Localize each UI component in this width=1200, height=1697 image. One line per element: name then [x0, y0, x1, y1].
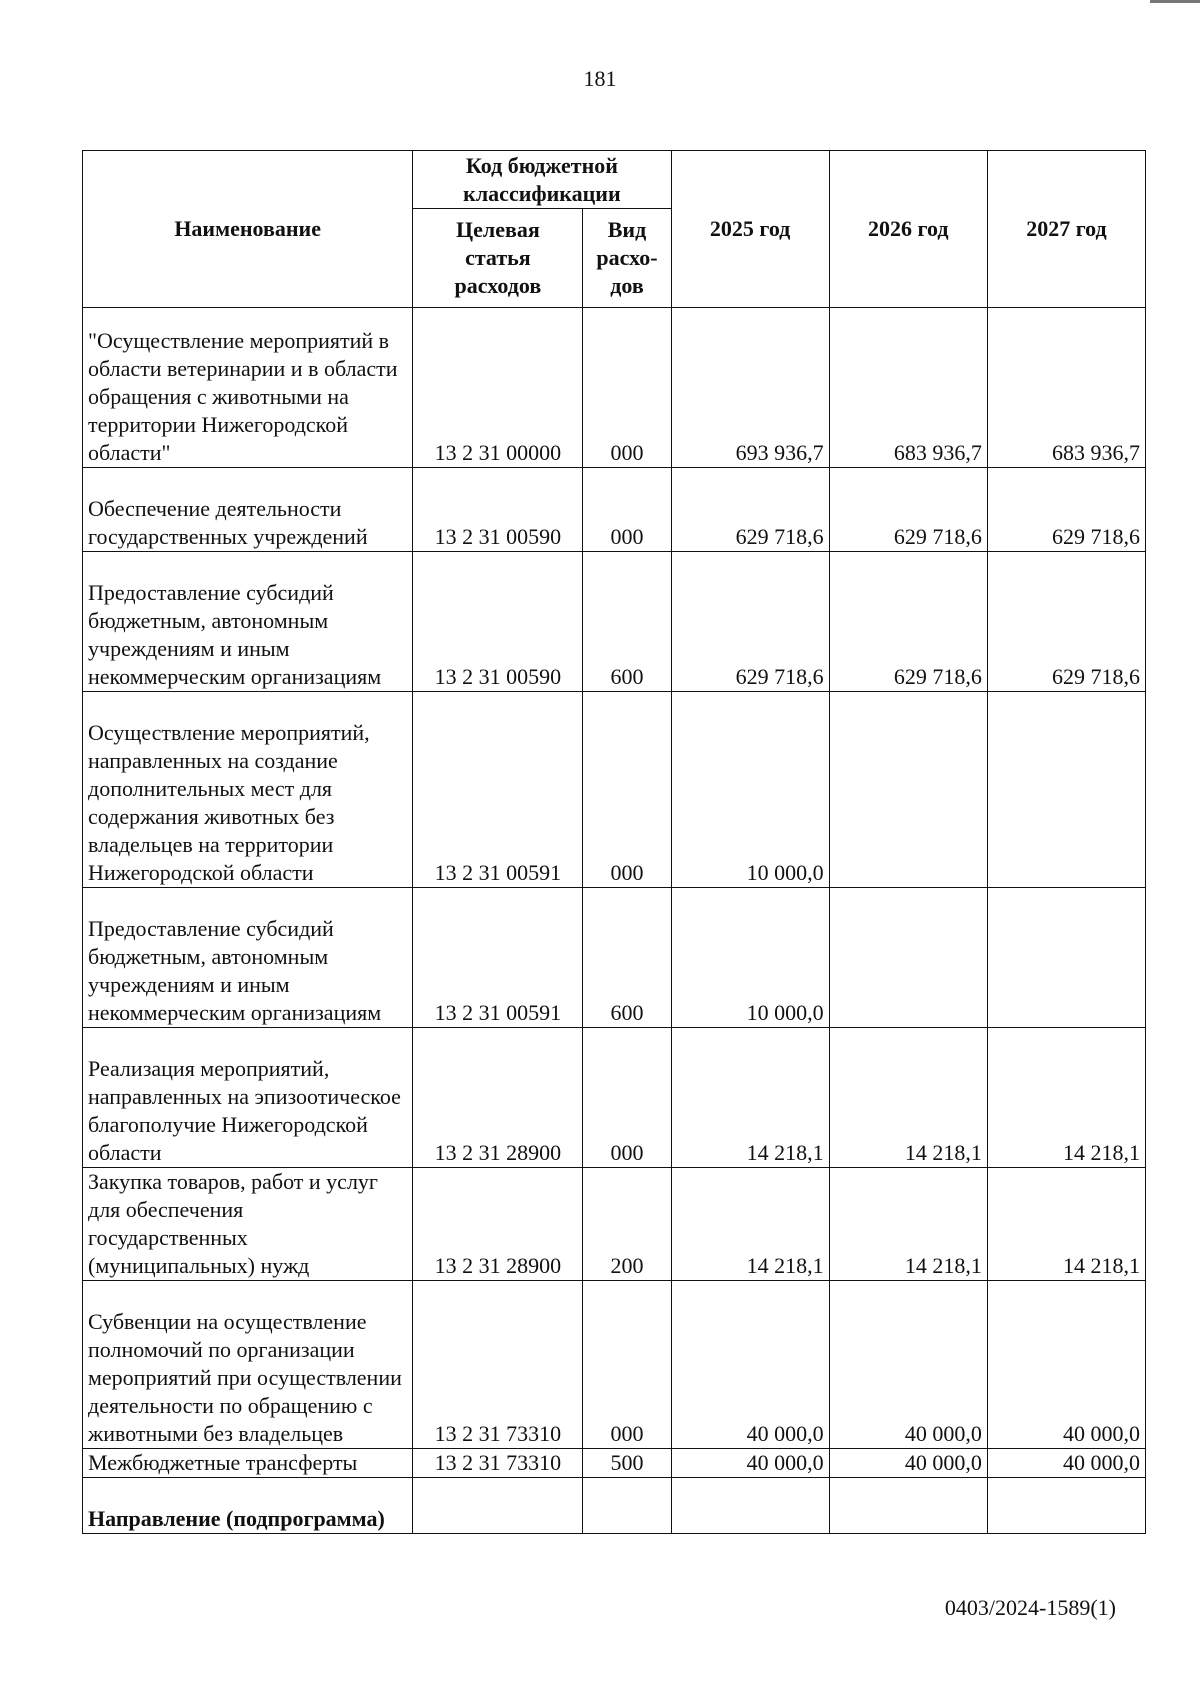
row-expense-kind: 500	[583, 1449, 671, 1478]
row-expense-kind: 000	[583, 308, 671, 468]
row-target-code: 13 2 31 28900	[413, 1028, 583, 1168]
header-budget-code: Код бюджетной классификации	[413, 151, 671, 209]
row-2026	[829, 1478, 987, 1534]
row-2025: 693 936,7	[671, 308, 829, 468]
row-name: Межбюджетные трансферты	[83, 1449, 413, 1478]
row-2027: 629 718,6	[987, 468, 1145, 552]
row-name: Обеспечение деятельности государственных учреждений	[83, 468, 413, 552]
row-2026: 40 000,0	[829, 1449, 987, 1478]
row-name: Закупка товаров, работ и услуг для обеспечения государственных (муниципальных) нужд	[83, 1168, 413, 1281]
row-expense-kind	[583, 1478, 671, 1534]
row-name: Направление (подпрограмма)	[83, 1478, 413, 1534]
row-2027	[987, 888, 1145, 1028]
row-target-code: 13 2 31 00590	[413, 552, 583, 692]
row-2025: 40 000,0	[671, 1281, 829, 1449]
document-code: 0403/2024-1589(1)	[944, 1595, 1116, 1620]
row-2026: 683 936,7	[829, 308, 987, 468]
row-2025: 14 218,1	[671, 1168, 829, 1281]
table-row	[83, 692, 1146, 888]
budget-table	[82, 150, 1146, 1534]
row-name: Реализация мероприятий, направленных на эпизоотическое благополучие Нижегородской области	[83, 1028, 413, 1168]
row-2027: 683 936,7	[987, 308, 1145, 468]
row-2025: 629 718,6	[671, 552, 829, 692]
row-2025: 10 000,0	[671, 692, 829, 888]
header-2026: 2026 год	[829, 151, 987, 308]
row-expense-kind: 000	[583, 468, 671, 552]
row-2026: 14 218,1	[829, 1168, 987, 1281]
row-2027: 40 000,0	[987, 1281, 1145, 1449]
row-target-code: 13 2 31 00000	[413, 308, 583, 468]
row-name: Предоставление субсидий бюджетным, автономным учреждениям и иным некоммерческим организациям	[83, 552, 413, 692]
table-row	[83, 468, 1146, 552]
row-name: Субвенции на осуществление полномочий по организации мероприятий при осуществлении деятельности по обращению с животными без владельцев	[83, 1281, 413, 1449]
row-name: "Осуществление мероприятий в области ветеринарии и в области обращения с животными на территории Нижегородской области"	[83, 308, 413, 468]
row-target-code: 13 2 31 00591	[413, 692, 583, 888]
row-2026: 40 000,0	[829, 1281, 987, 1449]
row-2026: 14 218,1	[829, 1028, 987, 1168]
table-body	[83, 308, 1146, 1534]
row-expense-kind: 000	[583, 1028, 671, 1168]
row-target-code	[413, 1478, 583, 1534]
table-row	[83, 308, 1146, 468]
row-expense-kind: 000	[583, 1281, 671, 1449]
table-row	[83, 1478, 1146, 1534]
row-2025: 629 718,6	[671, 468, 829, 552]
row-target-code: 13 2 31 73310	[413, 1449, 583, 1478]
row-2026: 629 718,6	[829, 552, 987, 692]
row-2025: 14 218,1	[671, 1028, 829, 1168]
table-row	[83, 888, 1146, 1028]
corner-mark	[1150, 0, 1200, 3]
table-row	[83, 1168, 1146, 1281]
row-target-code: 13 2 31 00591	[413, 888, 583, 1028]
header-2027: 2027 год	[987, 151, 1145, 308]
row-2025: 10 000,0	[671, 888, 829, 1028]
row-expense-kind: 200	[583, 1168, 671, 1281]
row-target-code: 13 2 31 73310	[413, 1281, 583, 1449]
table-row	[83, 1281, 1146, 1449]
header-name: Наименование	[83, 151, 413, 308]
row-2027: 40 000,0	[987, 1449, 1145, 1478]
row-2026	[829, 888, 987, 1028]
header-expense-type: Вид расхо-дов	[583, 209, 671, 308]
row-2026: 629 718,6	[829, 468, 987, 552]
row-target-code: 13 2 31 00590	[413, 468, 583, 552]
row-name: Осуществление мероприятий, направленных на создание дополнительных мест для содержания животных без владельцев на территории Нижегородской области	[83, 692, 413, 888]
table-header	[83, 151, 1146, 308]
row-target-code: 13 2 31 28900	[413, 1168, 583, 1281]
row-expense-kind: 600	[583, 888, 671, 1028]
row-2026	[829, 692, 987, 888]
header-2025: 2025 год	[671, 151, 829, 308]
header-target-article: Целевая статья расходов	[413, 209, 583, 308]
table-row	[83, 1028, 1146, 1168]
row-2027	[987, 1478, 1145, 1534]
row-2027: 14 218,1	[987, 1028, 1145, 1168]
row-2025	[671, 1478, 829, 1534]
table-row	[83, 552, 1146, 692]
table-row	[83, 1449, 1146, 1478]
row-2025: 40 000,0	[671, 1449, 829, 1478]
page-number: 181	[583, 66, 617, 91]
row-2027: 14 218,1	[987, 1168, 1145, 1281]
row-expense-kind: 600	[583, 552, 671, 692]
row-name: Предоставление субсидий бюджетным, автономным учреждениям и иным некоммерческим организациям	[83, 888, 413, 1028]
row-2027	[987, 692, 1145, 888]
row-2027: 629 718,6	[987, 552, 1145, 692]
row-expense-kind: 000	[583, 692, 671, 888]
